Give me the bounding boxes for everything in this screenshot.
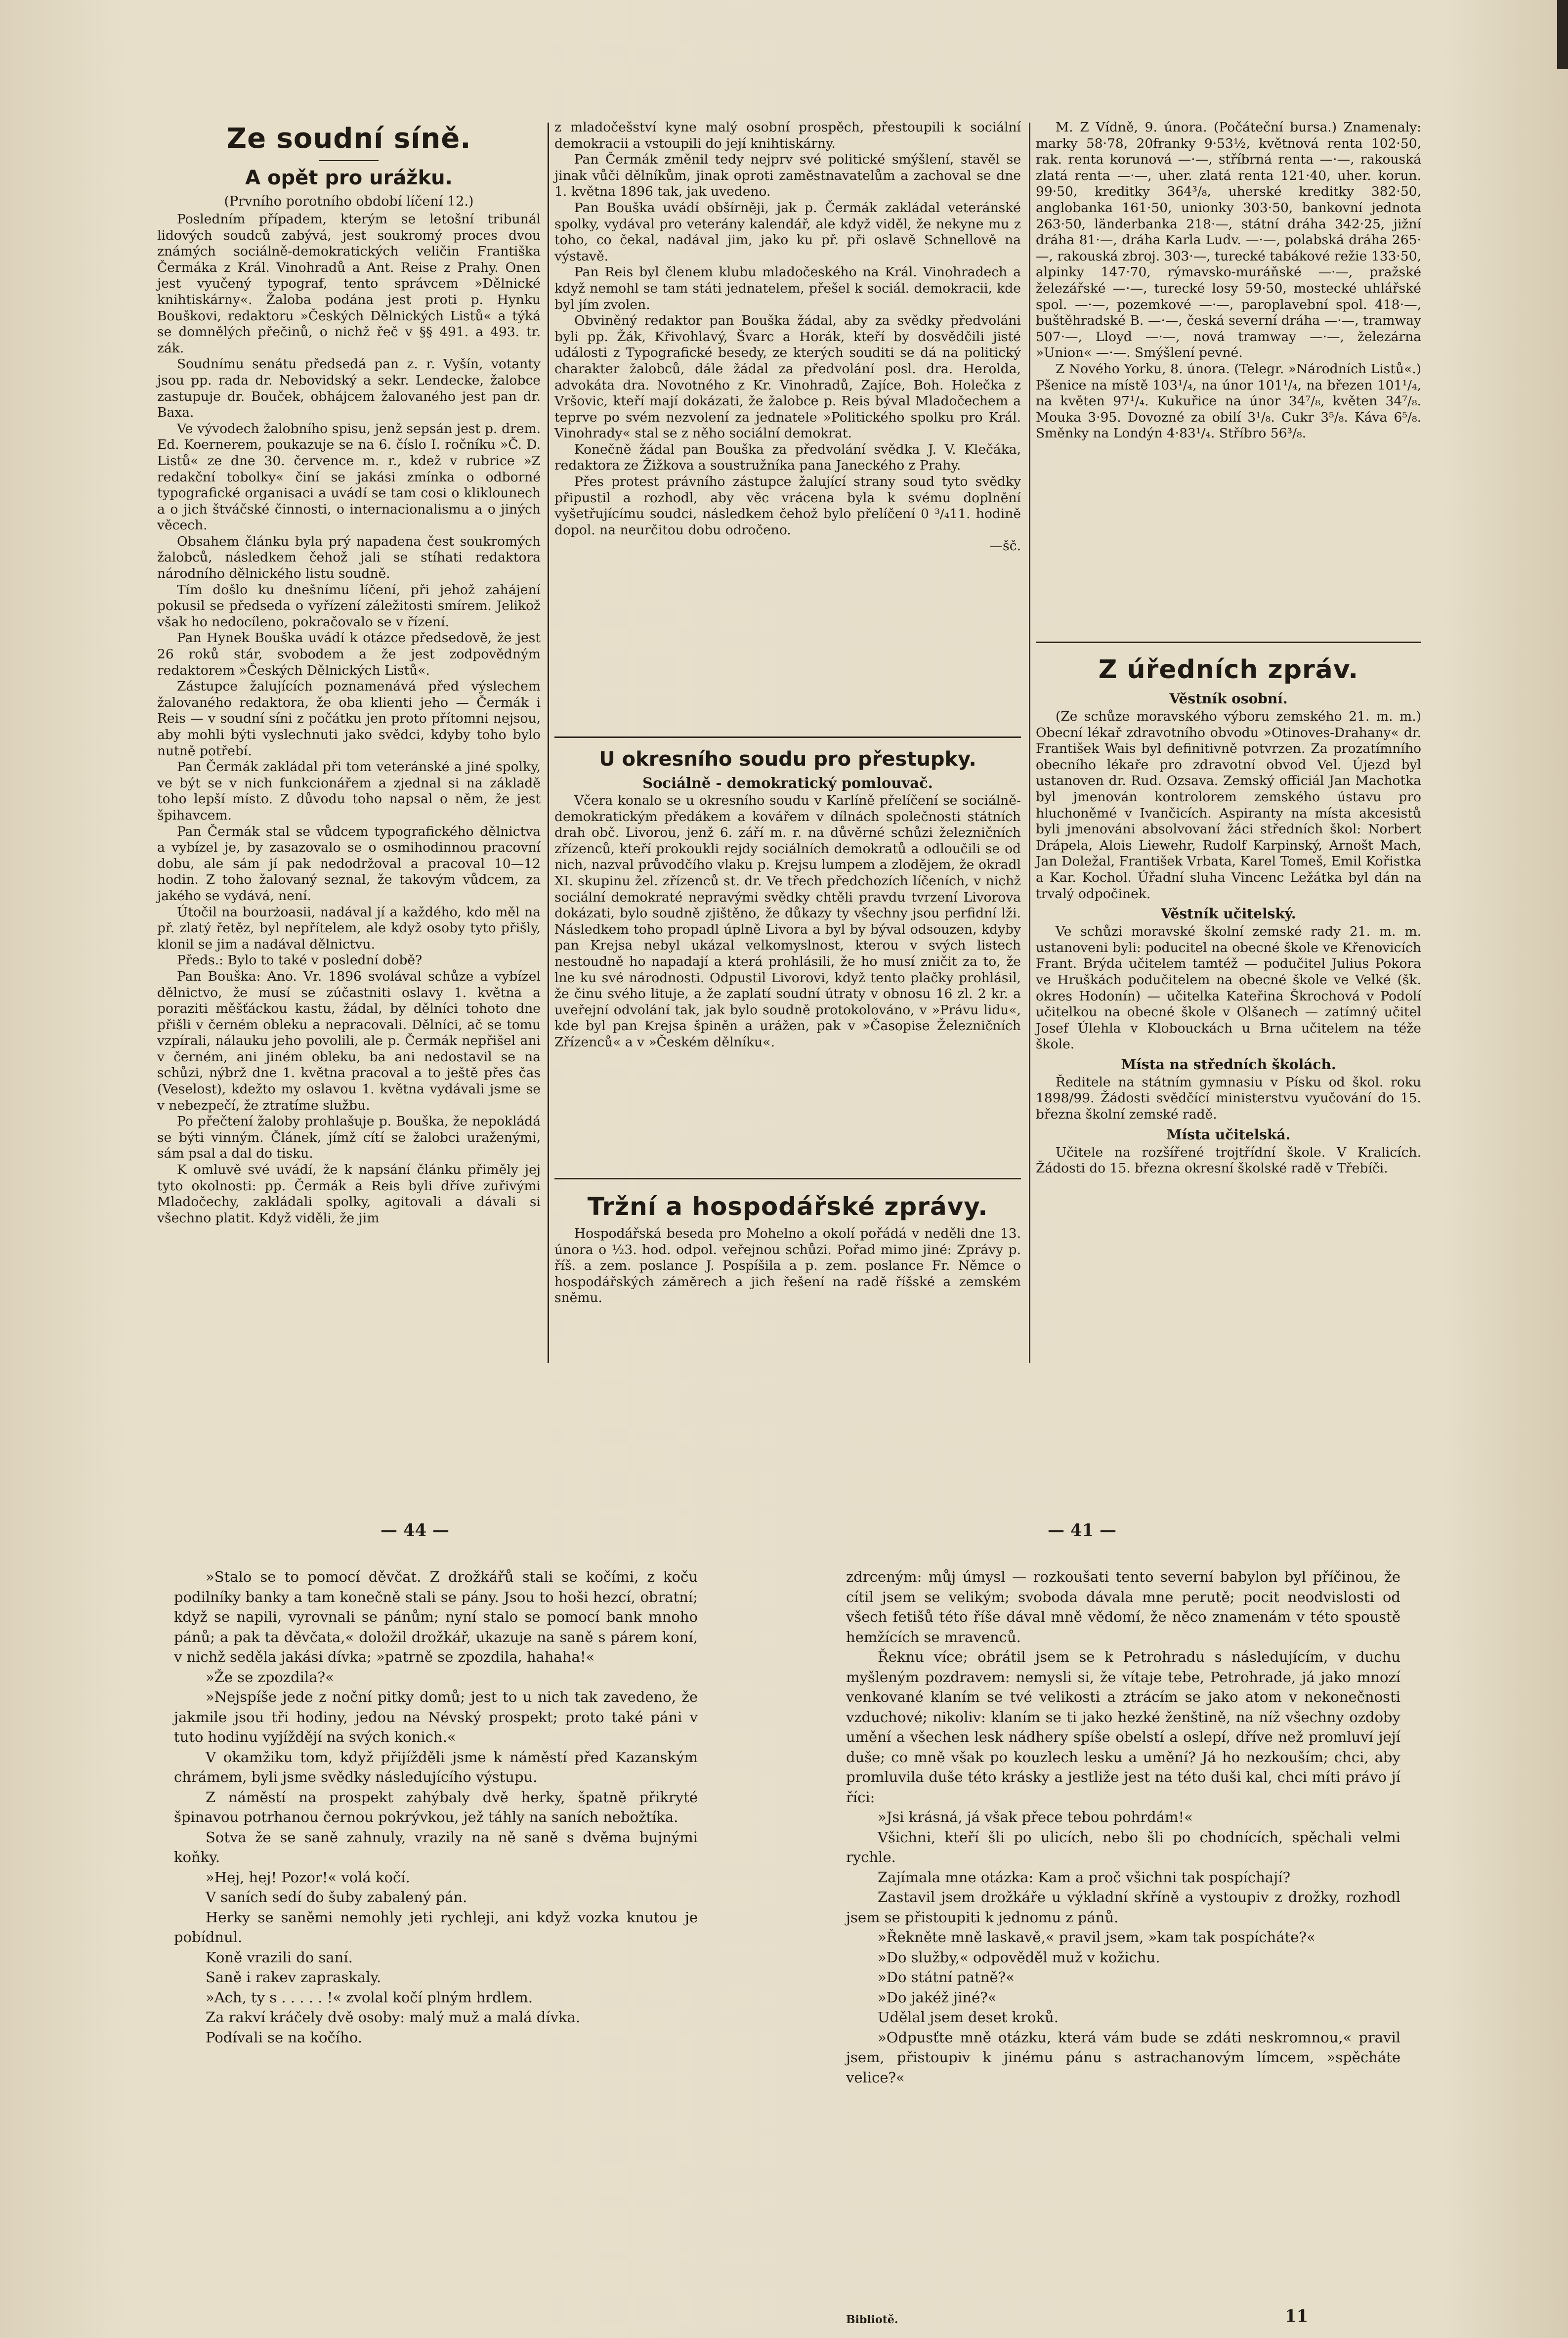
paragraph: Včera konalo se u okresního soudu v Karlíně přelíčení se sociálně-demokratickým předákem a kovářem v dílnách společnosti státních drah obč. Livorou, jenž 6. září m. r. na důvěrné schůzi železničních zřízenců, kteří prokoukli rejdy sociálních demokratů a odloučili se od nich, nazval průvodčího vlaku p. Krejsu lumpem a zlodějem, že okradl XI. skupinu žel. zřízenců st. dr. Ve třech předchozích líčeních, v nichž sociální demokraté nepravými svědky chtěli pravdu tvrzení Livorova dokázati, bylo soudně zjištěno, že důkazy ty všechny jsou perfidní lži. Následkem toho propadl úplně Livora a byl by býval odsouzen, kdyby pan Krejsa nebyl ukázal velkomyslnost, kterou v svých listech nestoudně ho napadají a která prohlásili, že ho musí zničit za to, že lne ku své národnosti. Odpustil Livorovi, když tento plačky prohlásil, že činu svého lituje, a že zaplatí soudní útraty v obnosu 16 zl. 2 kr. a uveřejní odvolání tak, jak bylo soudně protokolováno, v »Právu lidu«, kde byl pan Krejsa špiněn a urážen, pak v »Časopise Železničních Zřízenců« a v »Českém dělníku«. [554,793,1021,1050]
paragraph: Pan Čermák stal se vůdcem typografického dělnictva a vybízel je, by zasazovalo se o osmihodinnou pracovní dobu, ale sám jí pak nedodržoval a pracoval 10—12 hodin. Z toho žalovaný seznal, že takovým vůdcem, za jakého se vydává, není. [157,823,541,904]
paragraph: Obviněný redaktor pan Bouška žádal, aby za svědky předvoláni byli pp. Žák, Křivohlavý, Švarc a Horák, kteří by dosvědčili jisté události z Typografické besedy, ze kterých souditi se dá na politický charakter žalobců, dále žádal za předvolání posl. dra. Herolda, advokáta dra. Novotného z Kr. Vinohradů, Zajíce, Boh. Holečka z Vršovic, kteří mají dokázati, že žalobce p. Reis býval Mladočechem a teprve po svém nezvolení za jednatele »Politického spolku pro Král. Vinohrady« stal se z něho sociální demokrat. [554,313,1021,441]
paragraph: Udělal jsem deset kroků. [878,2009,1059,2026]
paragraph: Předs.: Bylo to také v poslední době? [177,953,423,968]
right-column [1036,120,1421,442]
paragraph: Všichni, kteří šli po ulicích, nebo šli po chodnících, spěchali velmi rychle. [846,1828,1400,1865]
paragraph: Zastavil jsem drožkáře u výkladní skříně a vystoupiv z drožky, rozhodl jsem se přistoupiti k jednomu z pánů. [846,1889,1400,1926]
paragraph: (Ze schůze moravského výboru zemského 21. m. m.) Obecní lékař zdravotního obvodu »Otinoves-Drahany« dr. František Wais byl definitivně potvrzen. Za prozatímního obecního lékaře pro zdravotní obvod Vel. Újezd byl ustanoven dr. Rud. Ozsava. Zemský officiál Jan Machotka byl jmenován kontrolorem zemského ústavu pro hluchoněmé v Ivančicích. Aspiranty na místa akcesistů byli jmenováni absolvovaní žáci středních škol: Norbert Drápela, Alois Liewehr, Rudolf Karpinský, Arnošt Mach, Jan Doležal, František Vrbata, Karel Tomeš, Emil Kořistka a Kar. Kochol. Úřadní sluha Vincenc Ležátka byl dán na trvalý odpočinek. [1036,709,1421,902]
paragraph: »Že se zpozdila?« [206,1668,334,1686]
paragraph: Útočil na bourżoasii, nadával jí a každého, kdo měl na př. zlatý řetěz, byl nepřítelem, ale když osoby tyto přišly, klonil se jim a nadával dělnictvu. [157,904,541,952]
paragraph: Konečně žádal pan Bouška za předvolání svědka J. V. Klečáka, redaktora ze Žižkova a soustružníka pana Janeckého z Prahy. [554,441,1021,474]
middle-column-market [554,1185,1021,1306]
section-divider [1036,642,1421,643]
short-rule [319,160,379,161]
paragraph: V saních sedí do šuby zabalený pán. [206,1889,467,1905]
paragraph: »Do jakéž jiné?« [878,1989,997,2006]
right-column-official [1036,649,1421,1177]
paragraph: Pan Reis byl členem klubu mladočeského na Král. Vinohradech a když nemohl se tam státi jednatelem, přešel k sociál. demokracii, kde byl jím zvolen. [554,264,1021,312]
article-title: A opět pro urážku. [245,167,453,189]
section-divider [554,736,1021,738]
paragraph: Učitele na rozšířené trojtřídní škole. V Kralicích. Žádosti do 15. března okresní školské radě v Třebíči. [1036,1144,1421,1176]
section-heading: Tržní a hospodářské zprávy. [587,1192,988,1221]
section-heading: Z úředních zpráv. [1098,655,1359,685]
paragraph: »Odpusťte mně otázku, která vám bude se zdáti neskromnou,« pravil jsem, přistoupiv k jinému pánu s astrachanovým límcem, »spěcháte velice?« [846,2029,1400,2086]
paragraph: Soudnímu senátu předsedá pan z. r. Vyšín, votanty jsou pp. rada dr. Nebovidský a sekr. Lendecke, žalobce zastupuje dr. Bouček, obhájcem žalovaného jest pan dr. Baxa. [157,356,541,421]
book-page-left [174,1567,698,2047]
paragraph: Hospodářská beseda pro Mohelno a okolí pořádá v neděli dne 13. února o ½3. hod. odpol. veřejnou schůzi. Pořad mimo jiné: Zprávy p. říš. a zem. poslance J. Pospíšila a p. zem. poslance Fr. Němce o hospodářských záměrech a jich řešení na radě říšské a zemském sněmu. [554,1226,1021,1306]
paragraph: Obsahem článku byla prý napadena čest soukromých žalobců, následkem čehož jali se stíhati redaktora národního dělnického listu soudně. [157,533,541,582]
paragraph: Pan Čermák zakládal při tom veteránské a jiné spolky, ve být se v nich funkcionářem a zjednal si na základě toho lepší místo. Z důvodu toho napsal o něm, že jest špihavcem. [157,759,541,823]
paragraph: Koně vrazili do saní. [206,1948,353,1966]
footer-page-number: 11 [1285,2306,1309,2326]
paragraph: Sotva že se saně zahnuly, vrazily na ně saně s dvěma bujnými koňky. [174,1828,698,1865]
paragraph: »Do státní patně?« [878,1969,1015,1986]
footer-signature: Bibliotě. [846,2313,898,2326]
article-title: U okresního soudu pro přestupky. [599,748,976,771]
paragraph: »Stalo se to pomocí děvčat. Z drožkářů stali se kočími, z koču podilníky banky a tam konečně stali se pány. Jsou to hoši hezcí, obratní; když se napili, vyrovnali se pánům; nyní stalo se pomocí bank mnoho pánů; a pak ta děvčata,« doložil drožkář, ukazuje na saně s párem koní, v nichž seděla jakási dívka; »patrně se zpozdila, hahaha!« [174,1568,698,1665]
subsection-heading: Místa na středních školách. [1121,1056,1336,1073]
subsection-heading: Věstník učitelský. [1161,906,1296,922]
paragraph: Pan Bouška uvádí obšírněji, jak p. Čermák zakládal veteránské spolky, vydával pro veterány kalendář, ale když viděl, že nekyne mu z toho, co čekal, nadával jim, jako ku př. při oslavě Schnellově na výstavě. [554,200,1021,264]
paragraph: »Ach, ty s . . . . . !« zvolal kočí plným hrdlem. [206,1989,533,2006]
column-rule [548,123,549,1363]
section-divider [554,1178,1021,1179]
paragraph: »Hej, hej! Pozor!« volá kočí. [206,1868,410,1886]
middle-column [554,120,1021,555]
paragraph: Pan Hynek Bouška uvádí k otázce předsedově, že jest 26 roků stár, svobodem a že jest zodpovědným redaktorem »Českých Dělnických Listů«. [157,630,541,678]
left-column [157,118,541,1226]
paragraph: Za rakví kráčely dvě osoby: malý muž a malá dívka. [206,2009,581,2026]
paragraph: zdrceným: můj úmysl — rozkoušati tento severní babylon byl příčinou, že cítil jsem se velikým; svoboda dávala mne perutě; pocit neodvislosti od všech fetišů této říše dával mně vědomí, že něco znamenám v této spoustě hemžících se mravenců. [846,1568,1400,1645]
paragraph: Ve vývodech žalobního spisu, jenž sepsán jest p. drem. Ed. Koernerem, poukazuje se na 6. číslo I. ročníku »Č. D. Listů« ze dne 30. července m. r., kdež v rubrice »Z redakční tobolky« činí se jakási zmínka o odborné typografické organisaci a uvádí se tam cosi o kliklounech a o jich štváčské činnosti, o internacionalismu a o jiných věcech. [157,421,541,533]
subsection-heading: Věstník osobní. [1169,691,1288,707]
paragraph: Z náměstí na prospekt zahýbaly dvě herky, špatně přikryté špinavou potrhanou černou pokrývkou, jež táhly na saních nebožtíka. [174,1788,698,1825]
paragraph: Pan Čermák změnil tedy nejprv své politické smýšlení, stavěl se jinak vůči dělníkům, jinak oproti zaměstnavatelům a zachoval se dne 1. května 1896 tak, jak uvedeno. [554,152,1021,200]
paragraph: Podívali se na kočího. [206,2029,362,2046]
book-page-right [846,1567,1400,2087]
paragraph: Zajímala mne otázka: Kam a proč všichni tak pospíchají? [878,1868,1291,1886]
article-subtitle: Sociálně - demokratický pomlouvač. [642,775,933,791]
paragraph: Ve schůzi moravské školní zemské rady 21. m. m. ustanoveni byli: poducitel na obecné škole ve Křenovicích Frant. Brýda učitelem tamtéž — podučitel Julius Pokora ve Hruškách podučitelem na obecné škole ve Velké (šk. okres Hodonín) — učitelka Kateřina Škrochová v Podolí učitelkou na obecné škole v Olšanech — zatímný učitel Josef Úlehla v Klobouckách u Brna učitelem na téže škole. [1036,924,1421,1052]
paragraph: Po přečtení žaloby prohlašuje p. Bouška, že nepokládá se býti vinným. Článek, jímž cítí se žalobci uraženými, sám psal a dal do tisku. [157,1114,541,1162]
paragraph: »Nejspíše jede z noční pitky domů; jest to u nich tak zavedeno, že jakmile jsou tři hodiny, jedou na Névský prospekt; proto také páni v tuto hodinu vyjíždějí na svých konich.« [174,1689,698,1745]
paragraph: Z Nového Yorku, 8. února. (Telegr. »Národních Listů«.) Pšenice na místě 103¹/₄, na únor 101¹/₄, na březen 101¹/₄, na květen 97¹/₄. Kukuřice na únor 34⁷/₈, květen 34⁷/₈. Mouka 3·95. Dovozné za obilí 3¹/₈. Cukr 3⁵/₈. Káva 6⁵/₈. Směnky na Londýn 4·83¹/₄. Stříbro 56³/₈. [1036,361,1421,441]
paragraph: Tím došlo ku dnešnímu líčení, při jehož zahájení pokusil se předseda o vyřízení záležitosti smírem. Jelikož však ho nedocíleno, pokračovalo se v řízení. [157,582,541,630]
paragraph: z mladočešství kyne malý osobní prospěch, přestoupili k sociální demokracii a vstoupili do její knihtiskárny. [554,120,1021,151]
signature: —šč. [989,538,1021,554]
paragraph: Pan Bouška: Ano. Vr. 1896 svolával schůze a vybízel dělnictvo, že musí se zúčastniti oslavy 1. května a poraziti měšťáckou kastu, žádal, by dělníci tohoto dne přišli v černém obleku a nepracovali. Dělníci, ač se tomu vzpírali, nálauku jeho povolili, ale p. Čermák nepřišel ani v černém, ani jiném obleku, ba ani nedostavil se na schůzi, nýbrž dne 1. května pracoval a to ještě přes čas (Veselost), kdežto my oslavou 1. května vydávali jsme se v nebezpečí, že ztratíme službu. [157,968,541,1113]
paragraph: Přes protest právního zástupce žalující strany soud tyto svědky připustil a rozhodl, aby věc vrácena byla k svému doplnění vyšetřujícímu soudci, následkem čehož bylo přelíčení 0 ³/₄11. hodině dopol. na neurčitou dobu odročeno. [554,474,1021,538]
middle-column-court [554,743,1021,1051]
paragraph: Řeknu více; obrátil jsem se k Petrohradu s následujícím, v duchu myšleným pozdravem: nemysli si, že vítaje tebe, Petrohrade, já jako mnozí venkované klaním se tvé velikosti a ztrácím se jako atom v nekonečnosti vzduchové; nikoliv: klaním se ti jako hezké ženštině, na níž všechny ozdoby umění a všechen lesk nádhery spíše obelstí a oslepí, dříve než promluví její duše; co mně však po kouzlech lesku a umění? Já ho nezkouším; chci, aby promluvila duše této krásky a jestliže jest na této duši kal, chci míti právo jí říci: [846,1648,1400,1806]
paragraph: K omluvě své uvádí, že k napsání článku přiměly jej tyto okolnosti: pp. Čermák a Reis byli dříve zuřivými Mladočechy, zakládali spolky, agitovali a dávali si všechno platit. Když viděli, že jim [157,1162,541,1226]
paragraph: »Jsi krásná, já však přece tebou pohrdám!« [878,1809,1193,1825]
paragraph: Saně i rakev zapraskaly. [206,1969,381,1986]
article-subtitle: (Prvního porotního období líčení 12.) [224,194,474,209]
paragraph: M. Z Vídně, 9. února. (Počáteční bursa.) Znamenaly: marky 58·78, 20franky 9·53½, květnová renta 102·50, rak. renta korunová —·—, stříbrná renta —·—, rakouská zlatá renta —·—, uher. zlatá renta 121·40, uher. korun. 99·50, kreditky 364³/₈, uherské kreditky 382·50, anglobanka 161·50, unionky 303·50, bankovní jednota 263·50, länderbanka 218·—, státní dráha 342·25, jižní dráha 81·—, dráha Karla Ludv. —·—, polabská dráha 265·—, rakouská zbroj. 303·—, turecké tabákové režie 133·50, alpinky 147·70, rýmavsko-muráňské —·—, pražské železářské —·—, turecké losy 59·50, mostecké uhlářské spol. —·—, pozemkové —·—, paroplavební spol. 418·—, buštěhradské B. —·—, česká severní dráha —·—, tramway 507·—, Lloyd —·—, nová tramway —·—, železárna »Union« —·—. Smýšlení pevné. [1036,120,1421,361]
column-rule [1029,123,1030,1363]
paragraph: »Řekněte mně laskavě,« pravil jsem, »kam tak pospícháte?« [878,1929,1315,1946]
paragraph: Herky se saněmi nemohly jeti rychleji, ani když vozka knutou je pobídnul. [174,1908,698,1946]
page-number-right: — 41 — [1048,1520,1116,1540]
page-number-left: — 44 — [381,1520,449,1540]
paragraph: Zástupce žalujících poznamenává před výslechem žalovaného redaktora, že oba klienti jeho — Čermák i Reis — v soudní síni z počátku jen proto přítomni nejsou, aby mohli býti vyslechnuti jako svědci, kdyby toho bylo nutně potřebí. [157,679,541,759]
page-edge-mark [1557,0,1568,69]
paragraph: »Do služby,« odpověděl muž v kožichu. [878,1948,1160,1966]
paragraph: Ředitele na státním gymnasiu v Písku od škol. roku 1898/99. Žádosti svědčící ministerstvu vyučování do 15. března školní zemské radě. [1036,1074,1421,1123]
section-heading: Ze soudní síně. [226,123,471,155]
paragraph: Posledním případem, kterým se letošní tribunál lidových soudců zabývá, jest soukromý proces dvou známých sociálně-demokratických veličin Františka Čermáka z Král. Vinohradů a Ant. Reise z Prahy. Onen jest vyučený typograf, tento správcem »Dělnické knihtiskárny«. Žaloba podána jest proti p. Hynku Bouškovi, redaktoru »Českých Dělnických Listů« a týká se domnělých přečinů, o nichž řeč v §§ 491. a 493. tr. zák. [157,212,541,356]
paragraph: V okamžiku tom, když přijížděli jsme k náměstí před Kazanským chrámem, byli jsme svědky následujícího výstupu. [174,1748,698,1785]
subsection-heading: Místa učitelská. [1166,1126,1291,1143]
